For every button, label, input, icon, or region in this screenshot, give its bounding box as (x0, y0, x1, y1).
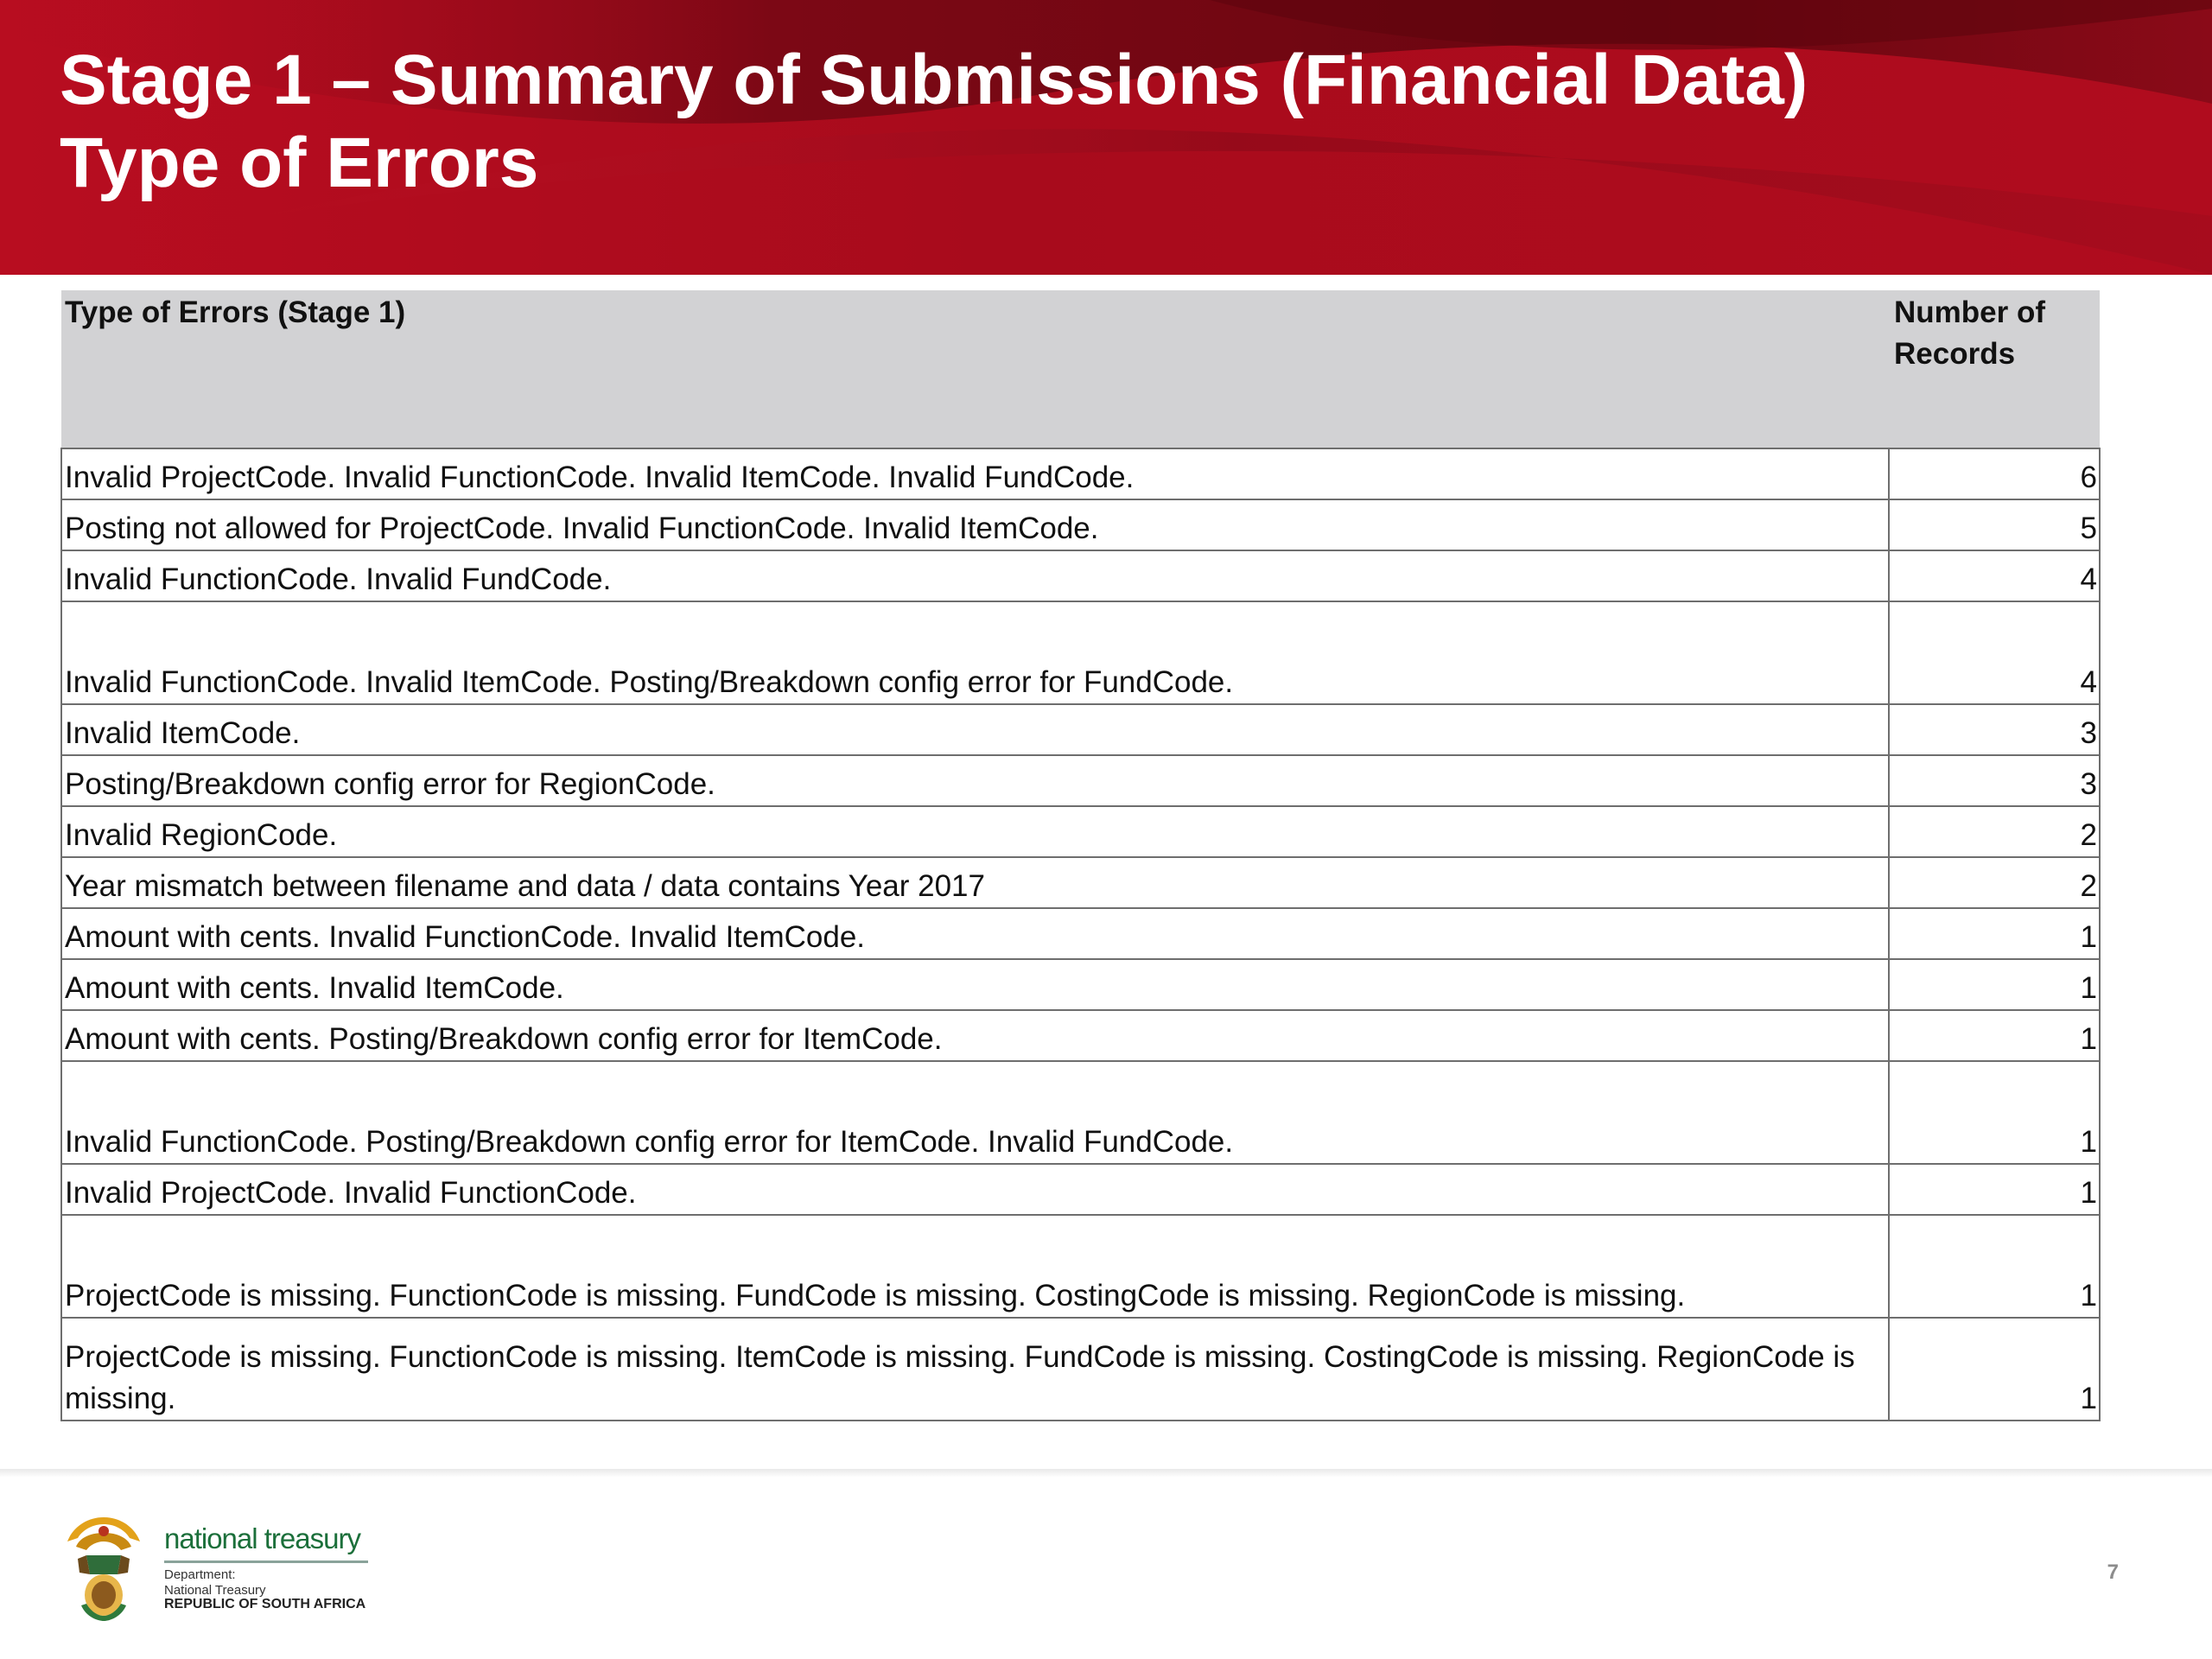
error-description: Posting/Breakdown config error for RegionCode. (61, 755, 1889, 806)
slide-title-line-2: Type of Errors (60, 124, 539, 202)
error-types-table (60, 290, 2101, 1421)
slide-title-line-1: Stage 1 – Summary of Submissions (Financial Data) (60, 41, 1808, 119)
table-row (61, 1318, 2100, 1421)
table-row (61, 1010, 2100, 1061)
title-banner (0, 0, 2212, 275)
error-description: Invalid FunctionCode. Posting/Breakdown config error for ItemCode. Invalid FundCode. (61, 1061, 1889, 1164)
record-count: 1 (1889, 908, 2100, 959)
record-count: 1 (1889, 1061, 2100, 1164)
record-count: 5 (1889, 499, 2100, 550)
brand-name: national treasury (164, 1522, 360, 1554)
table-row (61, 1215, 2100, 1318)
record-count-header-line-2: Records (1894, 337, 2016, 371)
table-row (61, 601, 2100, 704)
record-count: 2 (1889, 806, 2100, 857)
record-count: 6 (1889, 448, 2100, 499)
record-count: 1 (1889, 1215, 2100, 1318)
table-row (61, 499, 2100, 550)
error-description: Year mismatch between filename and data / data contains Year 2017 (61, 857, 1889, 908)
table-row (61, 448, 2100, 499)
table-row (61, 908, 2100, 959)
republic-label: REPUBLIC OF SOUTH AFRICA (164, 1597, 366, 1611)
record-count: 4 (1889, 601, 2100, 704)
error-description: Invalid ProjectCode. Invalid FunctionCode. Invalid ItemCode. Invalid FundCode. (61, 448, 1889, 499)
table-row (61, 959, 2100, 1010)
table-row (61, 1061, 2100, 1164)
brand-underline (164, 1560, 368, 1563)
error-description: ProjectCode is missing. FunctionCode is missing. FundCode is missing. CostingCode is missing. RegionCode is missing. (61, 1215, 1889, 1318)
record-count: 4 (1889, 550, 2100, 601)
record-count-column-header (1889, 290, 2100, 448)
footer-divider (0, 1469, 2212, 1478)
error-description: Invalid FunctionCode. Invalid ItemCode. Posting/Breakdown config error for FundCode. (61, 601, 1889, 704)
table-row (61, 1164, 2100, 1215)
record-count: 1 (1889, 1010, 2100, 1061)
page-number: 7 (2107, 1560, 2119, 1584)
department-name: National Treasury (164, 1583, 266, 1598)
error-description: Invalid ProjectCode. Invalid FunctionCode. (61, 1164, 1889, 1215)
error-description: Amount with cents. Invalid ItemCode. (61, 959, 1889, 1010)
record-count-header-line-1: Number of (1894, 296, 2045, 329)
table-row (61, 704, 2100, 755)
record-count: 1 (1889, 1318, 2100, 1421)
record-count: 3 (1889, 704, 2100, 755)
error-description: Posting not allowed for ProjectCode. Invalid FunctionCode. Invalid ItemCode. (61, 499, 1889, 550)
error-description: Invalid FunctionCode. Invalid FundCode. (61, 550, 1889, 601)
error-description: Invalid RegionCode. (61, 806, 1889, 857)
record-count: 3 (1889, 755, 2100, 806)
table-header-row (61, 290, 2100, 448)
record-count: 1 (1889, 959, 2100, 1010)
record-count: 2 (1889, 857, 2100, 908)
error-description: Invalid ItemCode. (61, 704, 1889, 755)
coat-of-arms-icon (60, 1512, 147, 1624)
error-description: Amount with cents. Posting/Breakdown config error for ItemCode. (61, 1010, 1889, 1061)
error-type-column-header: Type of Errors (Stage 1) (61, 290, 1889, 448)
table-row (61, 550, 2100, 601)
error-description: ProjectCode is missing. FunctionCode is missing. ItemCode is missing. FundCode is missing. CostingCode is missing. RegionCode is missing. (61, 1318, 1889, 1421)
table-row (61, 806, 2100, 857)
record-count: 1 (1889, 1164, 2100, 1215)
table-row (61, 755, 2100, 806)
error-description: Amount with cents. Invalid FunctionCode. Invalid ItemCode. (61, 908, 1889, 959)
table-row (61, 857, 2100, 908)
department-label: Department: (164, 1567, 236, 1582)
